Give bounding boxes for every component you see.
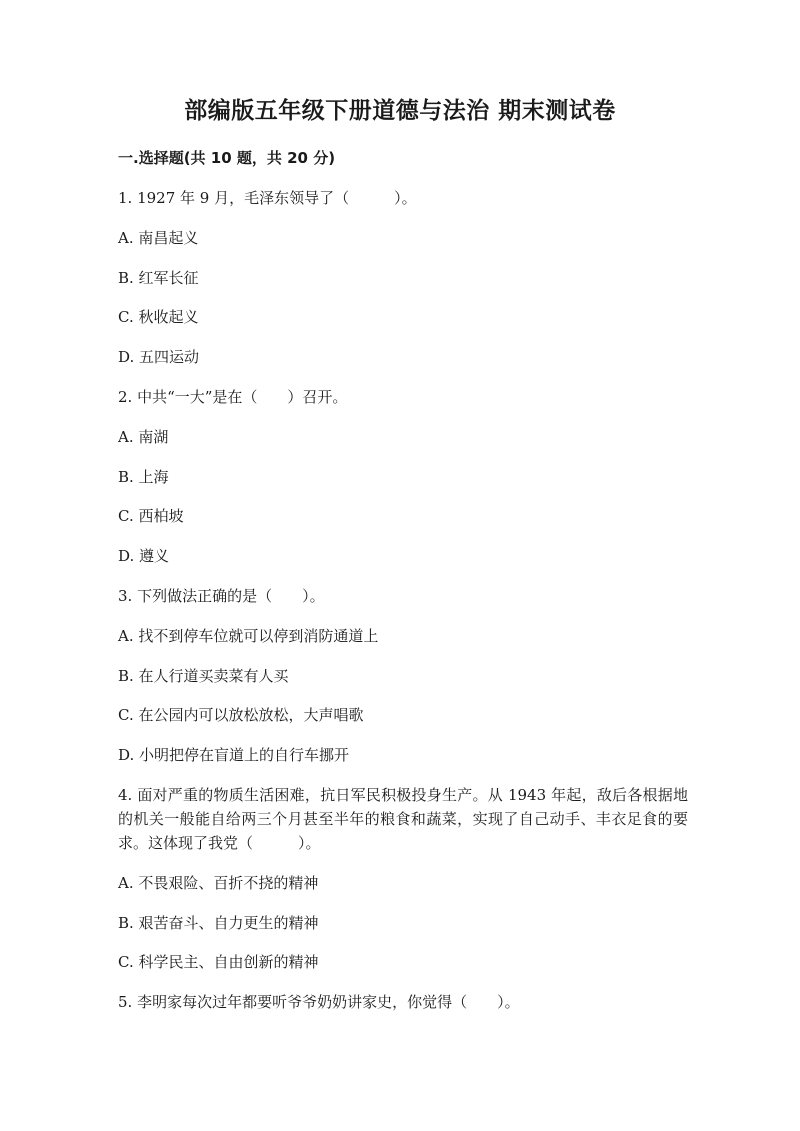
- question-stem: 3. 下列做法正确的是（ ）。: [118, 586, 325, 605]
- section-heading: 一.选择题(共 10 题，共 20 分): [118, 149, 336, 167]
- question-5: [118, 990, 688, 1014]
- option-b: B. 在人行道买卖菜有人买: [118, 666, 289, 685]
- question-stem: 1. 1927 年 9 月，毛泽东领导了（ ）。: [118, 189, 417, 207]
- question-3: [118, 584, 688, 767]
- option-b: B. 红军长征: [118, 268, 199, 287]
- document-title: 部编版五年级下册道德与法治 期末测试卷: [184, 98, 616, 124]
- option-d: D. 遵义: [118, 547, 170, 566]
- option-a: A. 南昌起义: [118, 228, 199, 247]
- question-list: [118, 186, 688, 1030]
- question-1: [118, 186, 688, 369]
- option-c: C. 在公园内可以放松放松，大声唱歌: [118, 706, 364, 725]
- option-a: A. 不畏艰险、百折不挠的精神: [118, 873, 319, 892]
- question-4: [118, 783, 688, 974]
- question-stem: 4. 面对严重的物质生活困难，抗日军民积极投身生产。从 1943 年起，敌后各根据地的机关一般能自给两三个月甚至半年的粮食和蔬菜，实现了自己动手、丰衣足食的要求。这体现了我党（ ）。: [118, 785, 688, 852]
- question-2: [118, 385, 688, 568]
- option-a: A. 找不到停车位就可以停到消防通道上: [118, 626, 379, 645]
- option-d: D. 五四运动: [118, 348, 200, 367]
- option-b: B. 艰苦奋斗、自力更生的精神: [118, 913, 319, 932]
- option-c: C. 秋收起义: [118, 308, 199, 327]
- question-stem: 5. 李明家每次过年都要听爷爷奶奶讲家史，你觉得（ ）。: [118, 993, 520, 1012]
- option-c: C. 科学民主、自由创新的精神: [118, 953, 319, 972]
- option-d: D. 小明把停在盲道上的自行车挪开: [118, 746, 350, 765]
- option-a: A. 南湖: [118, 427, 169, 446]
- option-b: B. 上海: [118, 467, 169, 486]
- option-c: C. 西柏坡: [118, 507, 184, 526]
- question-stem: 2. 中共“一大”是在（ ）召开。: [118, 387, 348, 406]
